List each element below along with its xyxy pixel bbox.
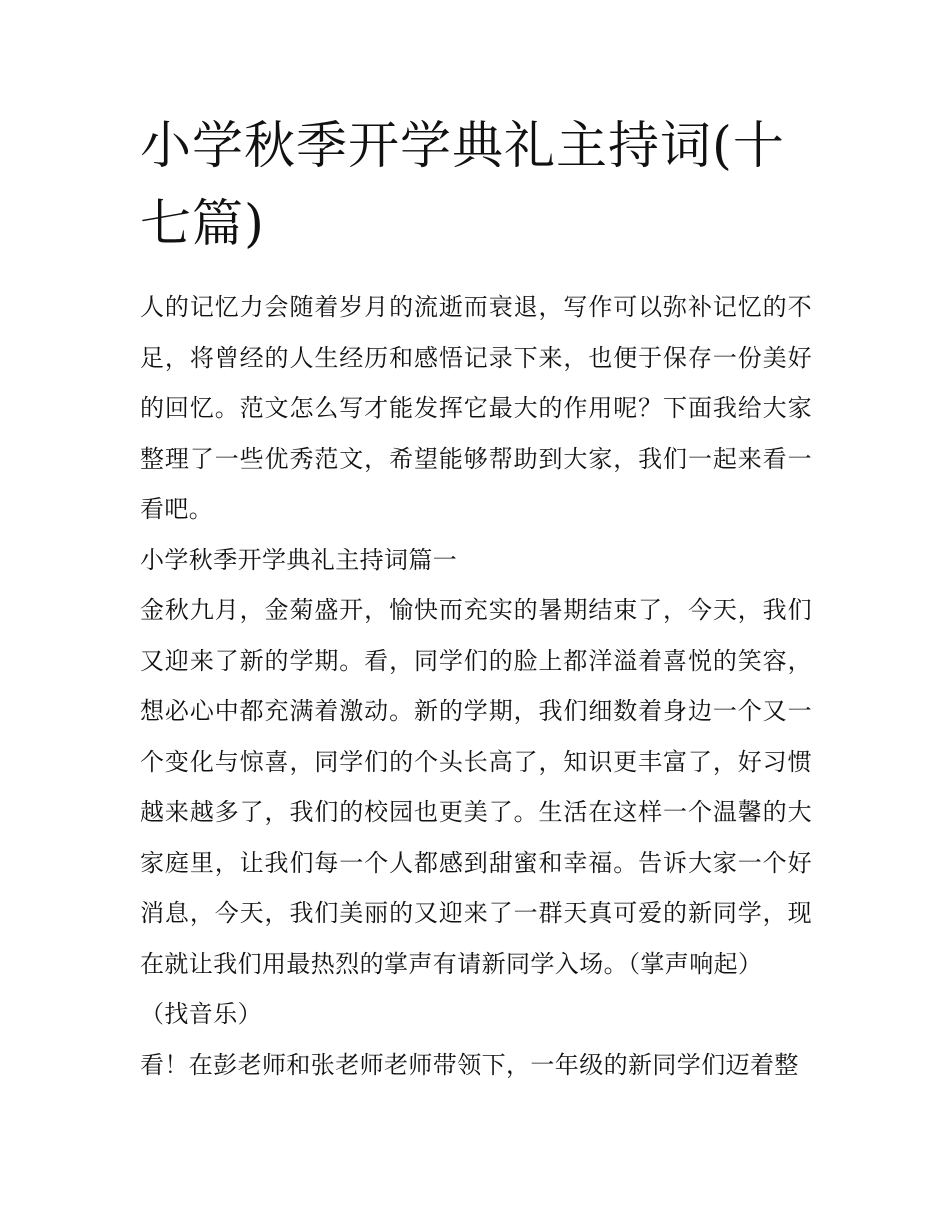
document-page [140, 108, 812, 1090]
intro-paragraph: 人的记忆力会随着岁月的流逝而衰退，写作可以弥补记忆的不足，将曾经的人生经历和感悟记录下来，也便于保存一份美好的回忆。范文怎么写才能发挥它最大的作用呢？下面我给大家整理了一些优秀范文，希望能够帮助到大家，我们一起来看一看吧。 [140, 293, 812, 523]
stage-note: （找音乐） [140, 1000, 262, 1028]
body-paragraph: 金秋九月，金菊盛开，愉快而充实的暑期结束了，今天，我们又迎来了新的学期。看，同学们的脸上都洋溢着喜悦的笑容，想必心中都充满着激动。新的学期，我们细数着身边一个又一个变化与惊喜，同学们的个头长高了，知识更丰富了，好习惯越来越多了，我们的校园也更美了。生活在这样一个温馨的大家庭里，让我们每一个人都感到甜蜜和幸福。告诉大家一个好消息，今天，我们美丽的又迎来了一群天真可爱的新同学，现在就让我们用最热烈的掌声有请新同学入场。（掌声响起） [140, 596, 812, 978]
body-paragraph-continued: 看！在彭老师和张老师老师带领下，一年级的新同学们迈着整 [140, 1050, 799, 1079]
document-title: 小学秋季开学典礼主持词(十七篇) [140, 117, 785, 254]
section-heading: 小学秋季开学典礼主持词篇一 [140, 545, 458, 574]
